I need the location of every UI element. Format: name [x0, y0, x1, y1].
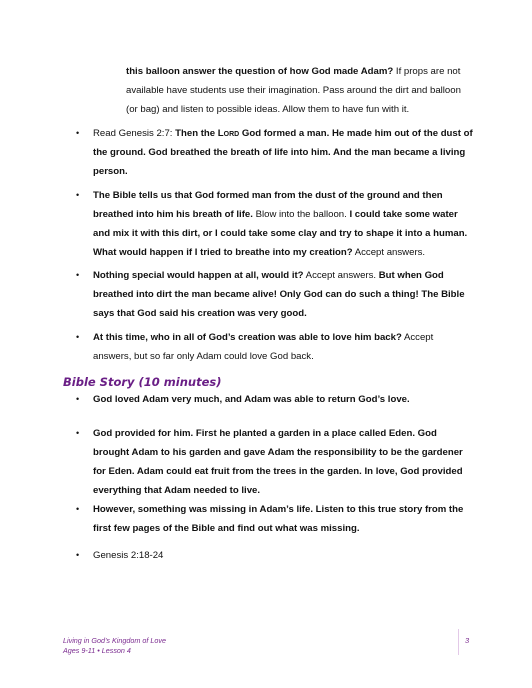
bullet-text	[93, 328, 474, 366]
story-bullet-genesis-ref	[76, 546, 476, 565]
story-bullet-god-provided	[76, 424, 476, 500]
story-bullet-something-missing	[76, 500, 476, 538]
bullet-dot: •	[76, 394, 80, 404]
bullet-dot: •	[76, 190, 80, 200]
bullet-text-bold: God loved Adam very much, and Adam was able to return God’s love.	[93, 394, 410, 405]
bullet-text-bold: God provided for him. First he planted a garden in a place called Eden. God brought Adam to his garden and gave Adam the responsibility to be the gardener for Eden. Adam could eat fruit from the trees in the garden. In love, God provided everything that Adam needed to live.	[93, 428, 463, 496]
bullet-text-bold: However, something was missing in Adam’s life. Listen to this true story from the first few pages of the Bible and find out what was missing.	[93, 504, 464, 534]
bullet-text-bold: At this time, who in all of God’s creation was able to love him back?	[93, 332, 402, 343]
bullet-dot: •	[76, 428, 80, 438]
bullet-text-plain: Read Genesis 2:7:	[93, 128, 176, 139]
intro-bold: this balloon answer the question of how God made Adam?	[126, 66, 394, 77]
bullet-love-him-back	[76, 328, 476, 366]
bullet-text-plain: Accept answers.	[352, 247, 426, 258]
bullet-dot: •	[76, 128, 80, 138]
bullet-text-bold: Then the	[175, 128, 218, 139]
bullet-text	[93, 500, 474, 538]
bullet-text	[93, 124, 474, 181]
bullet-dot: •	[76, 270, 80, 280]
bullet-dot: •	[76, 550, 80, 560]
story-bullet-loved-adam	[76, 390, 476, 409]
bullet-text-plain: Genesis 2:18-24	[93, 550, 164, 561]
bullet-dot: •	[76, 332, 80, 342]
lord-smallcaps: Lord	[217, 128, 240, 139]
bullet-text-bold: God formed a man. He made him out of the dust of the ground. God breathed the breath of life into him. And the man became a living person.	[93, 128, 473, 177]
bullet-text	[93, 546, 474, 565]
bullet-genesis-reading	[76, 124, 476, 181]
bullet-text-plain: Blow into the balloon.	[252, 209, 350, 220]
page-number: 3	[465, 636, 470, 645]
bullet-dot: •	[76, 504, 80, 514]
bullet-text-plain: Accept answers.	[303, 270, 379, 281]
bullet-text	[93, 390, 474, 409]
footer-title: Living in God’s Kingdom of Love	[63, 636, 166, 645]
bullet-text-plain: Accept answers, but so far only Adam could love God back.	[93, 332, 434, 362]
page-footer	[63, 636, 166, 656]
bullet-text-bold: The Bible tells us that God formed man from the dust of the ground and then breathed into him his breath of life.	[93, 190, 443, 220]
section-heading: Bible Story (10 minutes)	[63, 375, 222, 389]
footer-divider	[458, 629, 459, 655]
bullet-text-bold: I could take some water and mix it with this dirt, or I could take some clay and try to shape it into a human. What would happen if I tried to breathe into my creation?	[93, 209, 468, 258]
bullet-text	[93, 424, 474, 500]
bullet-text	[93, 266, 474, 323]
intro-paragraph	[126, 62, 471, 119]
bullet-text	[93, 186, 474, 262]
bullet-text-bold: Nothing special would happen at all, would it?	[93, 270, 304, 281]
bullet-text-bold: But when God breathed into dirt the man became alive! Only God can do such a thing! The Bible says that God said his creation was very good.	[93, 270, 465, 319]
bullet-nothing-special	[76, 266, 476, 323]
footer-lesson: Ages 9-11 • Lesson 4	[63, 646, 131, 655]
bullet-formed-man	[76, 186, 476, 262]
intro-text: If props are not available have students use their imagination. Pass around the dirt and balloon (or bag) and listen to possible ideas. Allow them to have fun with it.	[126, 66, 461, 115]
